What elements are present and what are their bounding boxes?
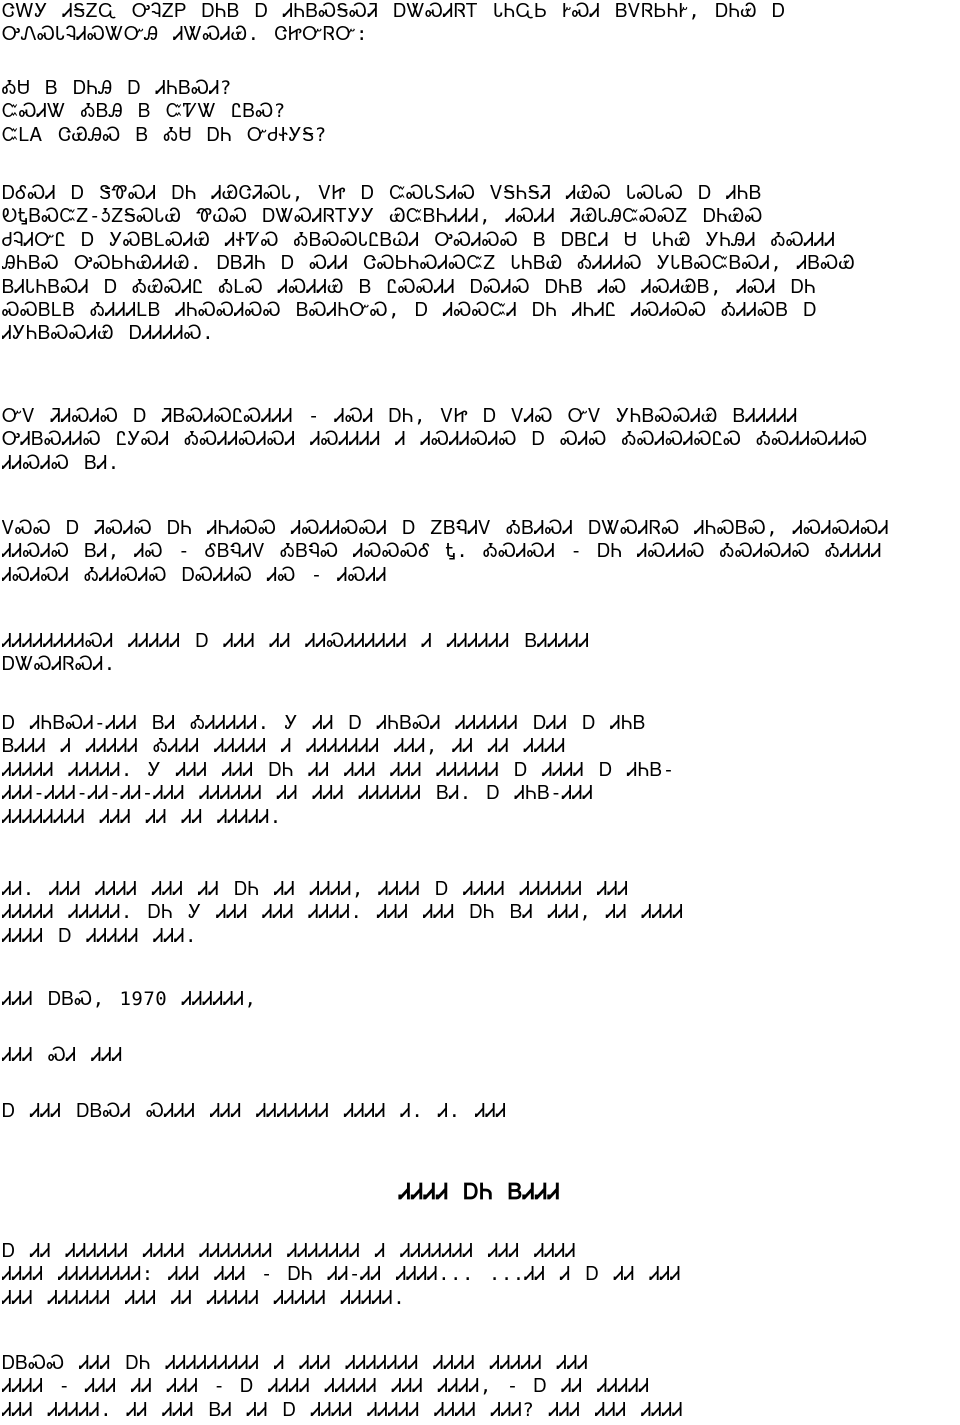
intro-line: ᏣᎳᎩ ᏗᎦᏃᏩ ᎤᎸᏃᏢ ᎠᏂᏴ Ꭰ ᏗᏂᏴᏍᎦᏍᏘ ᎠᏔᏍᏗᏒᎢ ᏓᏂᏩᏏ ᎨᏍᏗ ᏴᏙᏒᏏᏂᎨ, ᎠᏂᏯ Ꭰ <box>2 0 786 22</box>
body-paragraph-5 <box>2 517 954 587</box>
paragraph-line: ᏗᏗᏗᏗᏗ ᏗᏗᏗᏗᏗ. ᎠᏂ Ꭹ ᏗᏗᏗ ᏗᏗᏗ ᏗᏗᏗᏗ. ᏗᏗᏗ ᏗᏗᏗ ᎠᏂ ᏴᏗ ᏗᏗᏗ, ᏗᏗ ᏗᏗᏗᏗ <box>2 901 684 924</box>
question-line: ᏨᏞᎪ ᏣᏯᎯᏍ Ᏼ ᎣᏌ ᎠᏂ ᏅᏧᏐᎩᎦ? <box>2 123 327 146</box>
paragraph-line: ᎠᏴᏍᏍ ᏗᏗᏗ ᎠᏂ ᏗᏗᏗᏗᏗᏗᏗᏗᏗ Ꮧ ᏗᏗᏗ ᏗᏗᏗᏗᏗᏗᏗ ᏗᏗᏗᏗ ᏗᏗᏗᏗᏗ ᏗᏗᏗ <box>2 1352 589 1374</box>
paragraph-line: Ꭰ ᏗᏗ ᏗᏗᏗᏗᏗᏗ ᏗᏗᏗᏗ ᏗᏗᏗᏗᏗᏗᏗ ᏗᏗᏗᏗᏗᏗᏗ Ꮧ ᏗᏗᏗᏗᏗᏗᏗ ᏗᏗᏗ ᏗᏗᏗᏗ <box>2 1240 577 1262</box>
intro-line: ᎤᏁᏍᏓᎸᏗᏍᏔᏅᎯ ᏗᏔᏍᏗᏯ. ᏣᏥᏅᏒᏅ: <box>2 23 368 46</box>
paragraph-line: ᏗᏗᏗᏗᏗ ᏗᏗᏗᏗᏗ. Ꭹ ᏗᏗᏗ ᏗᏗᏗ ᎠᏂ ᏗᏗ ᏗᏗᏗ ᏗᏗᏗ ᏗᏗᏗᏗᏗᏗ Ꭰ ᏗᏗᏗᏗ Ꭰ ᏗᏂᏴ- <box>2 758 675 781</box>
paragraph-line: ᎧᎿᏴᏍᏨᏃ-ᎼᏃᎦᏍᏓᏯ ᏡᏇᏍ ᎠᏔᏍᏗᏒᎢᎩᎩ ᏯᏨᏴᏂᏗᏗᏗ, ᏗᏍᏗᏗ ᏘᏯᏓᎯᏨᏍᏍᏃ ᎠᏂᏯᏍ <box>2 205 763 228</box>
paragraph-line: ᎤᏗᏴᏍᏗᏗᏍ ᏝᎩᏍᏗ ᎣᏍᏗᏗᏍᏗᏍᏗ ᏗᏍᏗᏗᏗᏗ Ꮧ ᏗᏍᏗᏗᏍᏗᏍ Ꭰ ᏍᏗᏍ ᎣᏍᏗᏍᏗᏍᏝᏍ ᎣᏍᏗᏗᏍᏗᏗᏍ <box>2 428 868 451</box>
signature-title: Ꭰ ᏗᏗᏗ ᎠᏴᏍᏗ ᏍᏗᏗᏗ ᏗᏗᏗ ᏗᏗᏗᏗᏗᏗᏗ ᏗᏗᏗᏗ Ꮧ. Ꮧ. ᏗᏗᏗ <box>2 1100 507 1122</box>
paragraph-line: ᏗᏗᏗᏗᏗᏗᏗᏗ ᏗᏗᏗ ᏗᏗ ᏗᏗ ᏗᏗᏗᏗᏗ. <box>2 805 282 828</box>
paragraph-line: ᏴᏗᏓᏂᏴᏍᏗ Ꭰ ᎣᏯᏍᏗᏝ ᎣᏞᏍ ᏗᏍᏗᏗᏯ Ᏼ ᏝᏍᏍᏗᏗ ᎠᏍᏗᏍ ᎠᏂᏴ ᏗᏍ ᏗᏍᏗᏯᏴ, ᏗᏍᏗ ᎠᏂ <box>2 275 817 298</box>
paragraph-line: ᏗᏗᏗᏗ Ꭰ ᏗᏗᏗᏗᏗ ᏗᏗᏗ. <box>2 924 197 947</box>
body-paragraph-7 <box>2 712 954 829</box>
paragraph-line: ᏗᏗᏗᏗᏗᏗᏗᏗᏍᏗ ᏗᏗᏗᏗᏗ Ꭰ ᏗᏗᏗ ᏗᏗ ᏗᏗᏍᏗᏗᏗᏗᏗᏗ Ꮧ ᏗᏗᏗᏗᏗᏗ ᏴᏗᏗᏗᏗᏗ <box>2 630 590 652</box>
paragraph-line: ᏗᏗᏗ ᏗᏗᏗᏗᏗᏗ ᏗᏗᏗ ᏗᏗ ᏗᏗᏗᏗᏗ ᏗᏗᏗᏗᏗ ᏗᏗᏗᏗᏗ. <box>2 1286 406 1309</box>
paragraph-line: ᏗᎩᏂᏴᏍᏍᏗᏯ ᎠᏗᏗᏗᏗᏍ. <box>2 322 215 345</box>
paragraph-line: ᏗᏗᏍᏗᏍ ᏴᏗ, ᏗᏍ - ᎴᏴᏄᏗᏙ ᎣᏴᏄᏍ ᏗᏍᏍᏍᎴ Ꮏ. ᎣᏍᏗᏍᏗ - ᎠᏂ ᏗᏍᏗᏗᏍ ᎣᏍᏗᏍᏗᏍ ᎣᏗᏗᏗᏗ <box>2 540 882 563</box>
paragraph-line: ᏍᏍᏴᏞᏴ ᎣᏗᏗᏗᏞᏴ ᏗᏂᏍᏍᏗᏍᏍ ᏴᏍᏗᏂᏅᏍ, Ꭰ ᏗᏍᏍᏨᏗ ᎠᏂ ᏗᏂᏗᏝ ᏗᏍᏗᏍᏍ ᎣᏗᏗᏍᏴ Ꭰ <box>2 299 817 322</box>
paragraph-line: ᎠᏔᏍᏗᏒᏍᏗ. <box>2 653 116 676</box>
question-line: ᏨᏍᏗᏔ ᎣᏴᎯ Ᏼ ᏨᏤᏔ ᏝᏴᏍ? <box>2 100 286 123</box>
paragraph-line: ᏙᏍᏍ Ꭰ ᏘᏍᏗᏍ ᎠᏂ ᏗᏂᏗᏍᏍ ᏗᏍᏗᏗᏍᏍᏗ Ꭰ ᏃᏴᏄᏗᏙ ᎣᏴᏗᏍᏗ ᎠᏔᏍᏗᏒᏍ ᏗᏂᏍᏴᏍ, ᏗᏍᏗᏍᏗᏍᏗ <box>2 517 890 539</box>
paragraph-line: ᏴᏗᏗᏗ Ꮧ ᏗᏗᏗᏗᏗ ᎣᏗᏗᏗ ᏗᏗᏗᏗᏗ Ꮧ ᏗᏗᏗᏗᏗᏗᏗ ᏗᏗᏗ, ᏗᏗ ᏗᏗ ᏗᏗᏗᏗ <box>2 735 566 758</box>
paragraph-line: ᏅᏙ ᏘᏗᏍᏗᏍ Ꭰ ᏘᏴᏍᏗᏍᏝᏍᏗᏗᏗ - ᏗᏍᏗ ᎠᏂ, ᏙᏥ Ꭰ ᏙᏗᏍ ᏅᏙ ᎩᏂᏴᏍᏍᏗᏯ ᏴᏗᏗᏗᏗᏗ <box>2 405 798 427</box>
paragraph-line: ᎯᏂᏴᏍ ᎤᏍᏏᏂᏯᏗᏗᏯ. ᎠᏴᏘᏂ Ꭰ ᏍᏗᏗ ᏣᏍᏏᏂᏍᏗᏍᏨᏃ ᏓᏂᏴᏯ ᎣᏗᏗᏗᏍ ᎩᏓᏴᏍᏨᏴᏍᏗ, ᏗᏴᏍᏯ <box>2 252 856 275</box>
paragraph-line: ᏗᏗᏗᏗ - ᏗᏗᏗ ᏗᏗ ᏗᏗᏗ - Ꭰ ᏗᏗᏗᏗ ᏗᏗᏗᏗᏗ ᏗᏗᏗ ᏗᏗᏗᏗ, - Ꭰ ᏗᏗ ᏗᏗᏗᏗᏗ <box>2 1375 650 1398</box>
paragraph-line: ᏗᏗᏗᏗ ᏗᏗᏗᏗᏗᏗᏗᏗ: ᏗᏗᏗ ᏗᏗᏗ - ᎠᏂ ᏗᏗ-ᏗᏗ ᏗᏗᏗᏗ... ...ᏗᏗ Ꮧ Ꭰ ᏗᏗ ᏗᏗᏗ <box>2 1263 682 1286</box>
body-paragraph-3 <box>2 182 954 346</box>
questions-list <box>2 77 954 147</box>
signature-name: ᏗᏗᏗ ᏍᏗ ᏗᏗᏗ <box>2 1044 123 1066</box>
paragraph-line: ᏗᏗᏍᏗᏍ ᏴᏗ. <box>2 451 120 474</box>
body-paragraph-9 <box>2 1240 954 1310</box>
paragraph-line: ᏗᏍᏗᏍᏗ ᎣᏗᏗᏍᏗᏍ ᎠᏍᏗᏗᏍ ᏗᏍ - ᏗᏍᏗᏗ <box>2 563 387 586</box>
body-paragraph-4 <box>2 405 954 475</box>
body-paragraph-10 <box>2 1352 954 1422</box>
body-paragraph-6 <box>2 630 954 677</box>
paragraph-line: ᏗᏗᏗ ᏗᏗᏗᏗᏗ. ᏗᏗ ᏗᏗᏗ ᏴᏗ ᏗᏗ Ꭰ ᏗᏗᏗᏗ ᏗᏗᏗᏗᏗ ᏗᏗᏗᏗ ᏗᏗᏗ? ᏗᏗᏗ ᏗᏗᏗ ᏗᏗᏗᏗ <box>2 1398 684 1421</box>
body-paragraph-8 <box>2 878 954 948</box>
paragraph-line: ᎠᎴᏍᏗ Ꭰ ᏕᏡᏍᏗ ᎠᏂ ᏗᏯᏣᏘᏍᏓ, ᏙᏥ Ꭰ ᏨᏍᏓᏚᏗᏍ ᏙᎦᏂᎦᏘ ᏗᏯᏍ ᏓᏍᏓᏍ Ꭰ ᏗᏂᏴ <box>2 182 762 204</box>
paragraph-line: ᏗᏗ. ᏗᏗᏗ ᏗᏗᏗᏗ ᏗᏗᏗ ᏗᏗ ᎠᏂ ᏗᏗ ᏗᏗᏗᏗ, ᏗᏗᏗᏗ Ꭰ ᏗᏗᏗᏗ ᏗᏗᏗᏗᏗᏗ ᏗᏗᏗ <box>2 878 629 900</box>
paragraph-line: ᏧᎸᏗᏅᏝ Ꭰ ᎩᏍᏴᏞᏍᏗᏯ ᏗᏐᏤᏍ ᎣᏴᏍᏍᏓᏝᏴᏇᏗ ᎤᏍᏗᏍᏍ Ᏼ ᎠᏴᏝᏗ Ꮜ ᏓᏂᏯ ᎩᏂᎯᏗ ᎣᏍᏗᏗᏗ <box>2 228 836 251</box>
intro-paragraph <box>2 0 954 47</box>
paragraph-line: ᏗᏗᏗ-ᏗᏗᏗ-ᏗᏗ-ᏗᏗ-ᏗᏗᏗ ᏗᏗᏗᏗᏗᏗ ᏗᏗ ᏗᏗᏗ ᏗᏗᏗᏗᏗᏗ ᏴᏗ. Ꭰ ᏗᏂᏴ-ᏗᏗᏗ <box>2 782 594 805</box>
question-line: ᎣᏌ Ᏼ ᎠᏂᎯ Ꭰ ᏗᏂᏴᏍᏗ? <box>2 77 232 99</box>
signature-place-date: ᏗᏗᏗ ᎠᏴᏍ, 1970 ᏗᏗᏗᏗᏗᏗ, <box>2 988 257 1010</box>
paragraph-line: Ꭰ ᏗᏂᏴᏍᏗ-ᏗᏗᏗ ᏴᏗ ᎣᏗᏗᏗᏗᏗ. Ꭹ ᏗᏗ Ꭰ ᏗᏂᏴᏍᏗ ᏗᏗᏗᏗᏗᏗ ᎠᏗᏗ Ꭰ ᏗᏂᏴ <box>2 712 647 734</box>
section-heading: ᏗᏗᏗᏗ ᎠᏂ ᏴᏗᏗᏗ <box>399 1180 561 1205</box>
